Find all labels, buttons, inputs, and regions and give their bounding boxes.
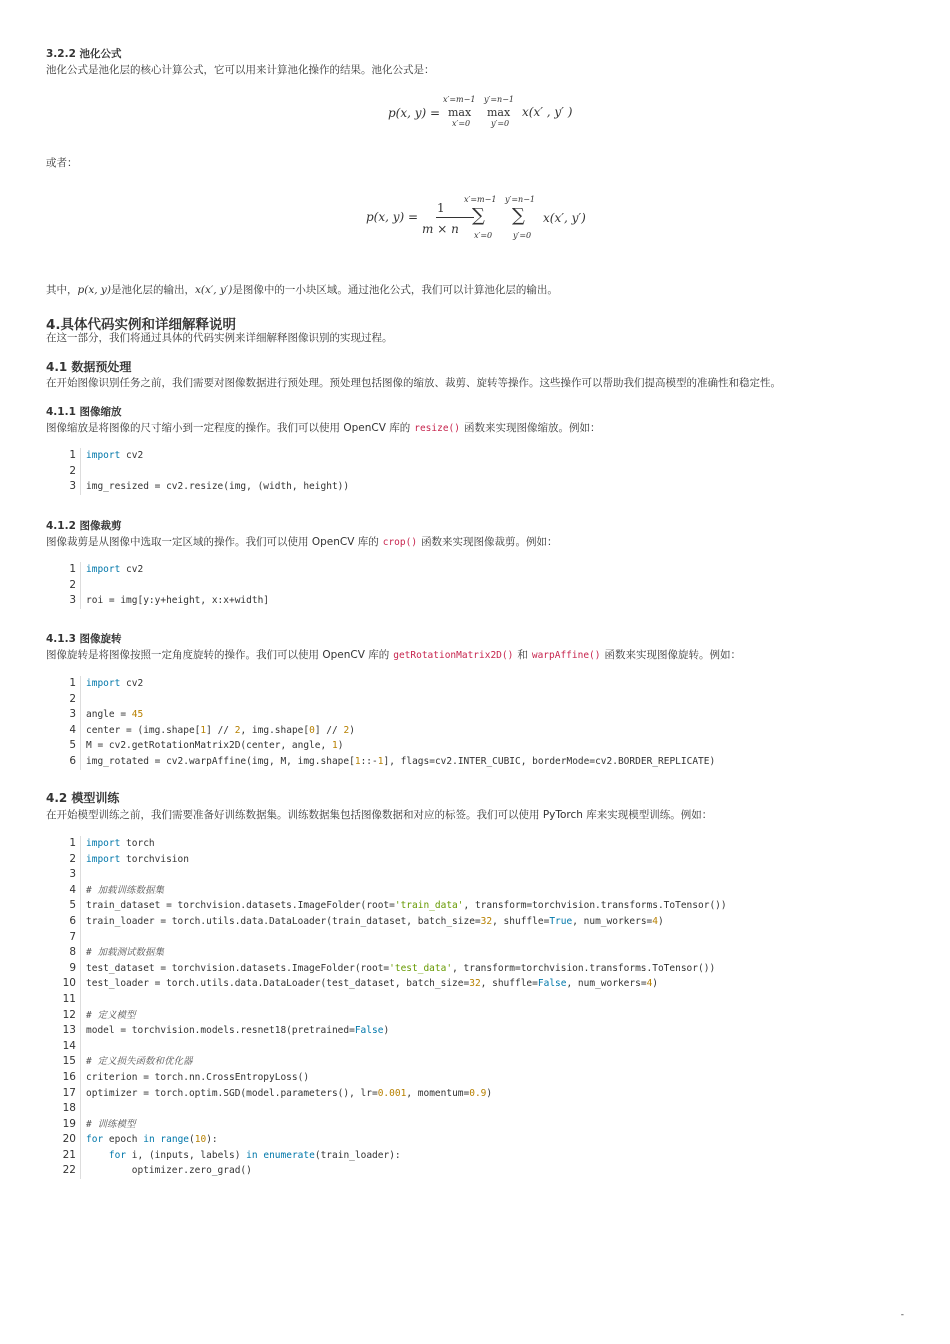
code-token: , img.shape[ [240,724,310,736]
inline-code: resize() [414,423,460,434]
code-line [46,992,906,1008]
code-token: 0.9 [469,1087,487,1099]
formula-lhs: p(x, y) = [388,106,441,120]
section-title-4: 4.具体代码实例和详细解释说明 [46,317,237,333]
sum-lower-limit: y′=0 [513,231,532,240]
line-number: 12 [62,1008,76,1021]
code-block-training [46,836,906,1179]
code-token: import [86,853,121,865]
op-lower-limit: x′=0 [452,119,471,128]
code-line [46,676,906,692]
code-token: epoch [103,1134,144,1146]
code-token: M = cv2.getRotationMatrix2D(center, angle, [86,740,332,752]
code-token: # 训练模型 [86,1118,136,1130]
op-upper-limit: y′=n−1 [484,95,514,104]
code-text [86,1163,252,1179]
code-token: ::- [360,755,378,767]
line-number: 13 [62,1024,76,1037]
code-line [46,930,906,946]
section-title-4-1-3: 4.1.3 图像旋转 [46,633,122,645]
code-token: import [86,678,121,689]
code-token: cv2 [120,564,144,575]
code-line [46,738,906,754]
code-token: 'train_data' [394,900,464,912]
code-token: False [537,978,567,990]
code-text [86,898,727,914]
text: 图像旋转是将图像按照一定角度旋转的操作。我们可以使用 OpenCV 库的 [46,649,390,661]
code-text [86,1132,218,1148]
code-token: in [246,1149,258,1161]
code-token: False [354,1025,384,1037]
text: 图像裁剪是从图像中选取一定区域的操作。我们可以使用 OpenCV 库的 [46,536,379,548]
code-token: 2 [234,724,241,736]
code-token: 1 [377,755,384,767]
line-number: 3 [69,708,76,721]
line-number: 4 [69,883,76,896]
code-token: cv2 [120,450,144,461]
code-token: 4 [652,915,659,927]
code-token: 0 [309,724,315,736]
code-line [46,1163,906,1179]
code-token: 4 [646,978,653,990]
code-token: ) [383,1025,390,1037]
code-token: 45 [131,709,144,721]
code-token: True [549,915,573,927]
paragraph-where [46,283,558,298]
code-token: i, (inputs, labels) [126,1149,247,1161]
fraction-denominator: m × n [422,222,459,236]
code-text [86,945,164,961]
line-number: 5 [69,899,76,912]
code-token: angle = [86,709,132,721]
code-line [46,852,906,868]
code-token: # 加载测试数据集 [86,947,164,959]
line-number: 17 [62,1086,76,1099]
code-token: cv2 [120,678,144,689]
code-token: criterion = torch.nn.CrossEntropyLoss() [86,1071,310,1083]
line-number: 14 [62,1039,76,1052]
line-number: 10 [62,977,76,990]
code-line [46,723,906,739]
section-title-3-2-2: 3.2.2 池化公式 [46,48,122,60]
line-number: 21 [62,1148,76,1161]
code-text [86,738,343,754]
code-line [46,898,906,914]
line-number: 18 [62,1102,76,1115]
code-token: , num_workers= [572,915,653,927]
code-line [46,1132,906,1148]
page-marker: - [900,1310,904,1320]
code-block-crop [46,562,906,609]
line-number: 3 [69,868,76,881]
code-token: test_loader = torch.utils.data.DataLoader(test_dataset, batch_size= [86,978,470,990]
code-token: import [86,564,121,575]
code-text [86,1117,135,1133]
line-number: 8 [69,946,76,959]
code-token: 1 [200,724,207,736]
line-number: 4 [69,723,76,736]
text: 函数来实现图像缩放。例如： [464,422,601,434]
line-number: 5 [69,739,76,752]
code-text [86,976,658,992]
code-token: ( [189,1134,195,1146]
code-token: in [143,1134,155,1146]
code-line [46,1148,906,1164]
line-number: 2 [69,578,76,591]
formula-rhs: x(x′, y′) [543,211,586,225]
code-token: ] // [206,724,235,736]
section-title-4-2: 4.2 模型训练 [46,791,120,805]
code-token: , num_workers= [566,978,647,990]
code-text [86,479,349,495]
code-token: # 定义损失函数和优化器 [86,1056,193,1068]
line-number: 15 [62,1055,76,1068]
paragraph-crop [46,535,558,550]
code-token: import [86,838,121,849]
sum-operator: ∑ [512,205,525,226]
section-title-4-1-2: 4.1.2 图像裁剪 [46,520,122,532]
code-line [46,1039,906,1055]
code-text [86,562,143,578]
code-text [86,852,189,868]
code-token [86,1150,109,1161]
paragraph-sec4-intro: 在这一部分，我们将通过具体的代码实例来详细解释图像识别的实现过程。 [46,332,393,344]
paragraph-sec42-intro: 在开始模型训练之前，我们需要准备好训练数据集。训练数据集包括图像数据和对应的标签。我们可以使用 PyTorch 库来实现模型训练。例如： [46,809,713,821]
code-text [86,707,143,723]
code-token: optimizer.zero_grad() [86,1165,252,1177]
line-number: 1 [69,837,76,849]
code-line [46,578,906,594]
section-title-4-1-1: 4.1.1 图像缩放 [46,406,122,418]
formula-rhs: x(x′ , y′ ) [522,105,573,119]
op-lower-limit: y′=0 [491,119,510,128]
code-line [46,1054,906,1070]
line-number: 2 [69,464,76,477]
paragraph-or: 或者： [46,157,78,169]
code-token: torch [120,838,155,849]
code-line [46,692,906,708]
code-line [46,1117,906,1133]
code-token: ) [652,978,659,990]
code-token: range [160,1134,190,1146]
code-text [86,593,269,609]
code-text [86,1008,135,1024]
code-text [86,961,715,977]
text: 函数来实现图像旋转。例如： [604,649,741,661]
code-text [86,754,715,770]
code-line [46,961,906,977]
code-line [46,593,906,609]
line-number: 16 [62,1070,76,1083]
code-gutter-divider [80,676,81,770]
code-token: model = torchvision.models.resnet18(pretrained= [86,1025,355,1037]
sum-lower-limit: x′=0 [474,231,493,240]
code-token: ) [486,1087,493,1099]
code-gutter-divider [80,562,81,609]
fraction-bar [436,217,474,218]
code-token: ) [349,724,355,736]
code-token: train_loader = torch.utils.data.DataLoader(train_dataset, batch_size= [86,915,481,927]
code-line [46,754,906,770]
code-line [46,464,906,480]
code-token: , momentum= [406,1087,470,1099]
sum-upper-limit: x′=m−1 [464,195,497,204]
code-line [46,945,906,961]
code-line [46,867,906,883]
text: 是池化层的输出， [110,284,195,296]
text: 是图像中的一小块区域。通过池化公式，我们可以计算池化层的输出。 [232,284,558,296]
text: 函数来实现图像裁剪。例如： [421,536,558,548]
code-token: 1 [331,740,338,752]
code-token: img_rotated = cv2.warpAffine(img, M, img.shape[ [86,755,355,767]
code-token: # 加载训练数据集 [86,884,164,896]
code-token: , transform=torchvision.transforms.ToTensor()) [452,962,716,974]
section-title-4-1: 4.1 数据预处理 [46,360,132,374]
code-token: 32 [469,978,481,990]
paragraph-pooling-intro: 池化公式是池化层的核心计算公式，它可以用来计算池化操作的结果。池化公式是： [46,64,435,76]
code-line [46,1101,906,1117]
line-number: 6 [69,914,76,927]
inline-math: x(x′, y′) [194,284,233,296]
code-line [46,1070,906,1086]
code-token: train_dataset = torchvision.datasets.ImageFolder(root= [86,900,395,912]
code-text [86,1148,401,1164]
code-block-resize [46,448,906,495]
formula-lhs: p(x, y) = [366,210,419,224]
code-text [86,448,143,464]
code-token: torchvision [120,853,189,865]
line-number: 9 [69,961,76,974]
code-token: # 定义模型 [86,1009,136,1021]
line-number: 7 [69,930,76,943]
code-line [46,914,906,930]
line-number: 3 [69,594,76,607]
code-token: , transform=torchvision.transforms.ToTensor()) [463,900,727,912]
code-token: , shuffle= [492,915,550,927]
code-token: center = (img.shape[ [86,724,201,736]
code-token: , shuffle= [480,978,538,990]
line-number: 19 [62,1117,76,1130]
line-number: 1 [69,563,76,575]
fraction-numerator: 1 [437,201,445,215]
code-token: for [86,1134,104,1146]
code-token: (train_loader): [314,1149,401,1161]
code-token: 32 [480,915,493,927]
code-token: ] // [314,724,344,736]
code-line [46,1023,906,1039]
code-token: ) [337,740,344,752]
code-line [46,1086,906,1102]
sum-operator: ∑ [472,205,485,226]
line-number: 2 [69,692,76,705]
text: 图像缩放是将图像的尺寸缩小到一定程度的操作。我们可以使用 OpenCV 库的 [46,422,411,434]
inline-code: getRotationMatrix2D() [393,650,514,661]
paragraph-sec41-intro: 在开始图像识别任务之前，我们需要对图像数据进行预处理。预处理包括图像的缩放、裁剪、旋转等操作。这些操作可以帮助我们提高模型的准确性和稳定性。 [46,377,781,389]
code-token: test_dataset = torchvision.datasets.ImageFolder(root= [86,962,390,974]
line-number: 22 [62,1164,76,1177]
code-token: 2 [343,724,350,736]
code-text [86,723,355,739]
line-number: 6 [69,754,76,767]
code-token: import [86,450,121,461]
code-gutter-divider [80,836,81,1179]
code-text [86,1023,389,1039]
code-gutter-divider [80,448,81,495]
code-line [46,562,906,578]
op-upper-limit: x′=m−1 [443,95,476,104]
code-line [46,883,906,899]
code-token: 0.001 [377,1087,407,1099]
inline-code: crop() [382,537,418,548]
line-number: 20 [62,1133,76,1146]
code-token: optimizer = torch.optim.SGD(model.parameters(), lr= [86,1087,378,1099]
code-line [46,479,906,495]
code-text [86,676,143,692]
code-token: 'test_data' [389,962,453,974]
code-text [86,883,164,899]
code-token: img_resized = cv2.resize(img, (width, height)) [86,481,350,493]
text: 其中， [46,284,78,296]
paragraph-rotate [46,648,741,663]
code-block-rotate [46,676,906,770]
code-text [86,1054,192,1070]
code-line [46,836,906,852]
code-token: for [108,1149,127,1161]
line-number: 1 [69,449,76,461]
code-line [46,976,906,992]
code-token: 10 [194,1134,207,1146]
line-number: 11 [62,992,76,1005]
inline-code: warpAffine() [531,650,601,661]
code-text [86,1070,309,1086]
max-operator: max [448,106,472,119]
code-token: ) [658,915,664,927]
code-token: enumerate [263,1149,315,1161]
code-token: 1 [354,755,361,767]
code-line [46,1008,906,1024]
max-operator: max [487,106,511,119]
code-token: roi = img[y:y+height, x:x+width] [86,595,270,607]
code-token: ): [206,1134,218,1146]
paragraph-resize [46,421,601,436]
inline-math: p(x, y) [77,284,111,296]
text: 和 [517,649,528,661]
code-text [86,836,155,852]
sum-upper-limit: y′=n−1 [505,195,535,204]
line-number: 2 [69,852,76,865]
line-number: 1 [69,677,76,689]
code-token: ], flags=cv2.INTER_CUBIC, borderMode=cv2.BORDER_REPLICATE) [383,755,716,767]
code-line [46,448,906,464]
code-text [86,914,664,930]
line-number: 3 [69,480,76,493]
code-line [46,707,906,723]
code-text [86,1086,492,1102]
